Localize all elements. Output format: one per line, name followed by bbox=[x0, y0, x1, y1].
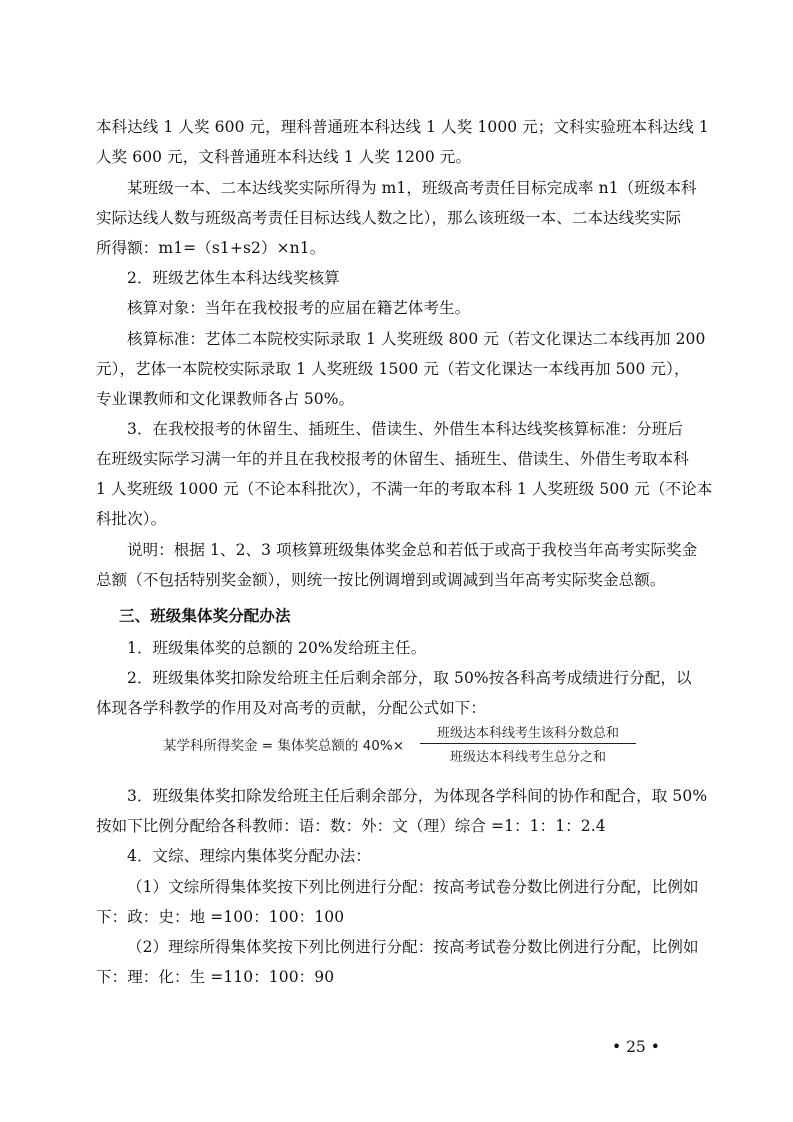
paragraph-line: 2．班级集体奖扣除发给班主任后剩余部分，取 50%按各科高考成绩进行分配，以 bbox=[127, 669, 692, 687]
formula-numerator: 班级达本科线考生该科分数总和 bbox=[436, 726, 619, 741]
paragraph-line: 所得额：m1=（s1+s2）×n1。 bbox=[96, 239, 326, 257]
paragraph-line: （1）文综所得集体奖按下列比例进行分配：按高考试卷分数比例进行分配，比例如 bbox=[127, 878, 699, 896]
paragraph-line: 按如下比例分配给各科教师：语：数：外：文（理）综合 =1：1：1：2.4 bbox=[96, 817, 606, 835]
paragraph-line: 核算标准：艺体二本院校实际录取 1 人奖班级 800 元（若文化课达二本线再加 200 bbox=[127, 330, 706, 348]
paragraph-line: （2）理综所得集体奖按下列比例进行分配：按高考试卷分数比例进行分配，比例如 bbox=[127, 938, 699, 956]
paragraph-line: 某班级一本、二本达线奖实际所得为 m1，班级高考责任目标完成率 n1（班级本科 bbox=[127, 179, 697, 197]
paragraph-line: 专业课教师和文化课教师各占 50%。 bbox=[96, 390, 355, 408]
fraction-bar bbox=[420, 743, 636, 744]
paragraph-line: 1 人奖班级 1000 元（不论本科批次），不满一年的考取本科 1 人奖班级 500 元（不论本 bbox=[96, 480, 713, 498]
paragraph-line: 3．班级集体奖扣除发给班主任后剩余部分，为体现各学科间的协作和配合，取 50% bbox=[127, 787, 708, 805]
page-number: • 25 • bbox=[612, 1038, 660, 1056]
section-item-title: 2．班级艺体生本科达线奖核算 bbox=[127, 269, 340, 287]
paragraph-line: 人奖 600 元，文科普通班本科达线 1 人奖 1200 元。 bbox=[96, 148, 472, 166]
paragraph-line: 1．班级集体奖的总额的 20%发给班主任。 bbox=[127, 639, 427, 657]
paragraph-line: 说明：根据 1、2、3 项核算班级集体奖金总和若低于或高于我校当年高考实际奖金 bbox=[127, 541, 698, 559]
paragraph-line: 总额（不包括特别奖金额），则统一按比例调增到或调减到当年高考实际奖金总额。 bbox=[96, 571, 666, 589]
section-heading: 三、班级集体奖分配办法 bbox=[119, 607, 291, 625]
paragraph-line: 3．在我校报考的休留生、插班生、借读生、外借生本科达线奖核算标准：分班后 bbox=[127, 420, 683, 438]
paragraph-line: 实际达线人数与班级高考责任目标达线人数之比），那么该班级一本、二本达线奖实际 bbox=[96, 209, 682, 227]
formula-left-side: 某学科所得奖金 = 集体奖总额的 40%× bbox=[163, 738, 405, 754]
formula-denominator: 班级达本科线考生总分之和 bbox=[449, 750, 606, 765]
paragraph-line: 下：政：史：地 =100：100：100 bbox=[96, 908, 345, 926]
formula-fraction bbox=[420, 722, 636, 765]
distribution-formula bbox=[163, 722, 643, 766]
paragraph-line: 科批次）。 bbox=[96, 510, 167, 528]
paragraph-line: 4．文综、理综内集体奖分配办法： bbox=[127, 847, 371, 865]
paragraph-line: 体现各学科教学的作用及对高考的贡献，分配公式如下： bbox=[96, 699, 487, 717]
paragraph-line: 本科达线 1 人奖 600 元，理科普通班本科达线 1 人奖 1000 元；文科实验班本科达线 1 bbox=[96, 118, 709, 136]
paragraph-line: 元），艺体一本院校实际录取 1 人奖班级 1500 元（若文化课达一本线再加 500 元）， bbox=[96, 360, 690, 378]
paragraph-line: 核算对象：当年在我校报考的应届在籍艺体考生。 bbox=[127, 299, 471, 317]
paragraph-line: 下：理：化：生 =110：100：90 bbox=[96, 968, 335, 986]
paragraph-line: 在班级实际学习满一年的并且在我校报考的休留生、插班生、借读生、外借生考取本科 bbox=[96, 450, 689, 468]
